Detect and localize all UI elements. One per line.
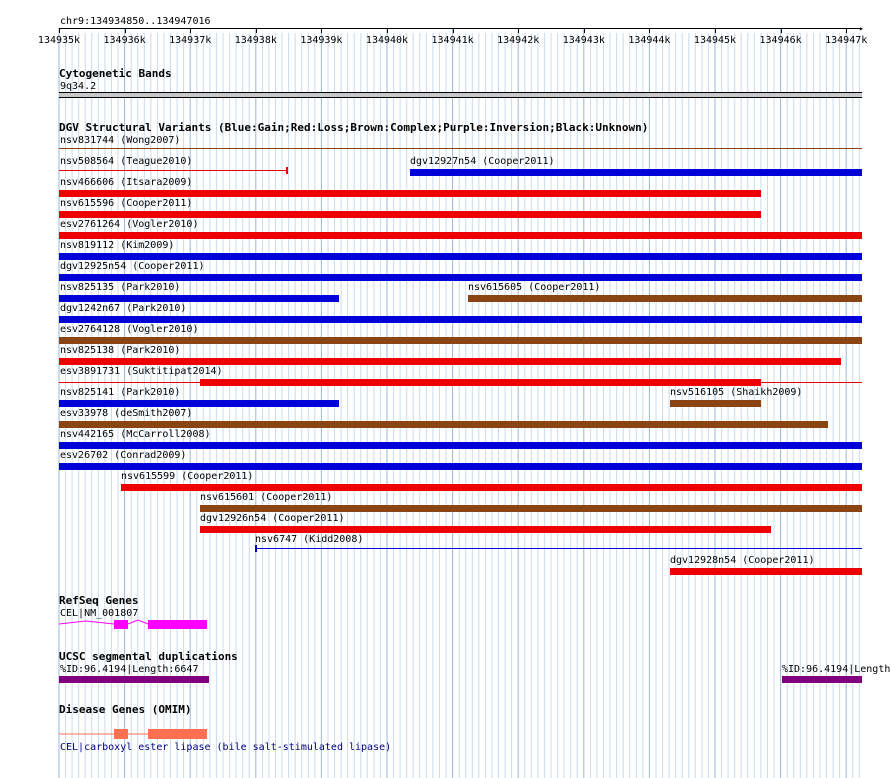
dgv-variant-label[interactable]: nsv466606 (Itsara2009) [60,177,193,188]
ruler-tick-mark [584,28,585,33]
dgv-variant-line[interactable] [255,548,862,549]
ruler-tick-mark [781,28,782,33]
ruler-tick-mark [190,28,191,33]
ruler-tick-mark [846,28,847,33]
ruler-tick-label: 134943k [562,35,605,46]
ruler-tick-label: 134936k [103,35,146,46]
dgv-variant-bar[interactable] [59,232,862,239]
ruler-line [59,28,862,29]
dgv-variant-bar[interactable] [59,274,862,281]
ruler-tick-mark [453,28,454,33]
segdup-label-right[interactable]: %ID:96.4194|Length [782,664,890,675]
dgv-variant-label[interactable]: nsv825138 (Park2010) [60,345,181,356]
dgv-variant-bar[interactable] [59,337,862,344]
dgv-variant-label[interactable]: nsv508564 (Teague2010) [60,156,193,167]
dgv-variant-label[interactable]: nsv442165 (McCarroll2008) [60,429,211,440]
dgv-variant-bar[interactable] [59,211,761,218]
ruler-arrow-icon: ▸ [859,24,864,33]
ruler-tick-label: 134945k [693,35,737,46]
ruler-tick-mark [387,28,388,33]
dgv-variant-line[interactable] [59,170,288,171]
omim-exon [148,729,207,739]
refseq-gene-model[interactable] [59,617,209,631]
dgv-variant-bar[interactable] [670,568,862,575]
dgv-variant-label[interactable]: dgv12927n54 (Cooper2011) [410,156,555,167]
location-label: chr9:134934850..134947016 [60,16,211,27]
cytoband-label: 9q34.2 [60,81,97,92]
cytoband-track-title[interactable]: Cytogenetic Bands [59,67,172,80]
segdups-track-title[interactable]: UCSC segmental duplications [59,650,238,663]
dgv-variant-label[interactable]: esv2764128 (Vogler2010) [60,324,199,335]
omim-gene-model[interactable] [59,727,209,741]
ruler-tick-label: 134940k [365,35,409,46]
segdup-bar-right[interactable] [782,676,862,683]
dgv-variant-label[interactable]: nsv615605 (Cooper2011) [468,282,601,293]
ruler-tick-mark [256,28,257,33]
dgv-variant-bar[interactable] [59,463,862,470]
dgv-variant-end-cap [255,545,257,552]
dgv-variant-label[interactable]: nsv615601 (Cooper2011) [200,492,333,503]
ruler-tick-label: 134946k [759,35,802,46]
dgv-variant-bar[interactable] [468,295,862,302]
segdup-bar-left[interactable] [59,676,209,683]
omim-exon [114,729,128,739]
dgv-variant-label[interactable]: esv3891731 (Suktitipat2014) [60,366,223,377]
dgv-variant-label[interactable]: nsv615596 (Cooper2011) [60,198,193,209]
dgv-variant-bar[interactable] [670,400,761,407]
dgv-variant-label[interactable]: dgv12926n54 (Cooper2011) [200,513,345,524]
omim-track-title[interactable]: Disease Genes (OMIM) [59,703,192,716]
segdup-label-left[interactable]: %ID:96.4194|Length:6647 [60,664,199,675]
refseq-gene-label[interactable]: CEL|NM_001807 [60,608,139,619]
ruler-tick-label: 134942k [497,35,540,46]
ruler-tick-label: 134941k [431,35,474,46]
dgv-variant-label[interactable]: dgv1242n67 (Park2010) [60,303,187,314]
omim-gene-link[interactable]: CEL|carboxyl ester lipase (bile salt-stimulated lipase) [60,742,392,753]
ruler-tick-label: 134947k [825,35,868,46]
dgv-variant-label[interactable]: nsv6747 (Kidd2008) [255,534,364,545]
dgv-variant-bar[interactable] [410,169,862,176]
cytoband-bar[interactable] [59,92,862,98]
dgv-variant-bar[interactable] [59,358,841,365]
refseq-exon [114,620,128,629]
dgv-variant-bar[interactable] [59,190,761,197]
refseq-intron [128,620,148,624]
dgv-variant-bar[interactable] [59,400,339,407]
dgv-variant-label[interactable]: nsv825135 (Park2010) [60,282,181,293]
dgv-variant-label[interactable]: nsv819112 (Kim2009) [60,240,175,251]
ruler-tick-label: 134938k [234,35,277,46]
dgv-variant-label[interactable]: dgv12928n54 (Cooper2011) [670,555,815,566]
dgv-variant-bar[interactable] [59,442,862,449]
ruler-tick-label: 134939k [300,35,343,46]
ruler-tick-mark [321,28,322,33]
dgv-variant-bar[interactable] [59,253,862,260]
dgv-variant-bar[interactable] [200,379,761,386]
dgv-track-title[interactable]: DGV Structural Variants (Blue:Gain;Red:Loss;Brown:Complex;Purple:Inversion;Black:Unknown) [59,121,649,134]
dgv-variant-bar[interactable] [121,484,862,491]
dgv-variant-line[interactable] [59,148,862,149]
dgv-variant-label[interactable]: nsv615599 (Cooper2011) [121,471,254,482]
ruler-tick-label: 134944k [628,35,671,46]
refseq-exon [148,620,207,629]
dgv-variant-bar[interactable] [59,421,828,428]
dgv-variant-label[interactable]: nsv825141 (Park2010) [60,387,181,398]
dgv-variant-bar[interactable] [200,526,771,533]
refseq-track-title[interactable]: RefSeq Genes [59,594,139,607]
dgv-variant-bar[interactable] [59,295,339,302]
ruler-tick-mark [715,28,716,33]
dgv-variant-end-cap [286,167,288,174]
dgv-variant-bar[interactable] [200,505,862,512]
ruler-tick-mark [518,28,519,33]
dgv-variant-label[interactable]: esv33978 (deSmith2007) [60,408,193,419]
ruler-tick-label: 134937k [169,35,212,46]
dgv-variant-label[interactable]: nsv831744 (Wong2007) [60,135,181,146]
dgv-variant-bar[interactable] [59,316,862,323]
dgv-variant-label[interactable]: dgv12925n54 (Cooper2011) [60,261,205,272]
dgv-variant-label[interactable]: esv26702 (Conrad2009) [60,450,187,461]
dgv-variant-label[interactable]: nsv516105 (Shaikh2009) [670,387,803,398]
ruler-tick-mark [125,28,126,33]
dgv-variant-label[interactable]: esv2761264 (Vogler2010) [60,219,199,230]
ruler-tick-mark [649,28,650,33]
refseq-intron [59,621,114,624]
ruler-tick-mark [59,28,60,33]
ruler-tick-label: 134935k [37,35,81,46]
